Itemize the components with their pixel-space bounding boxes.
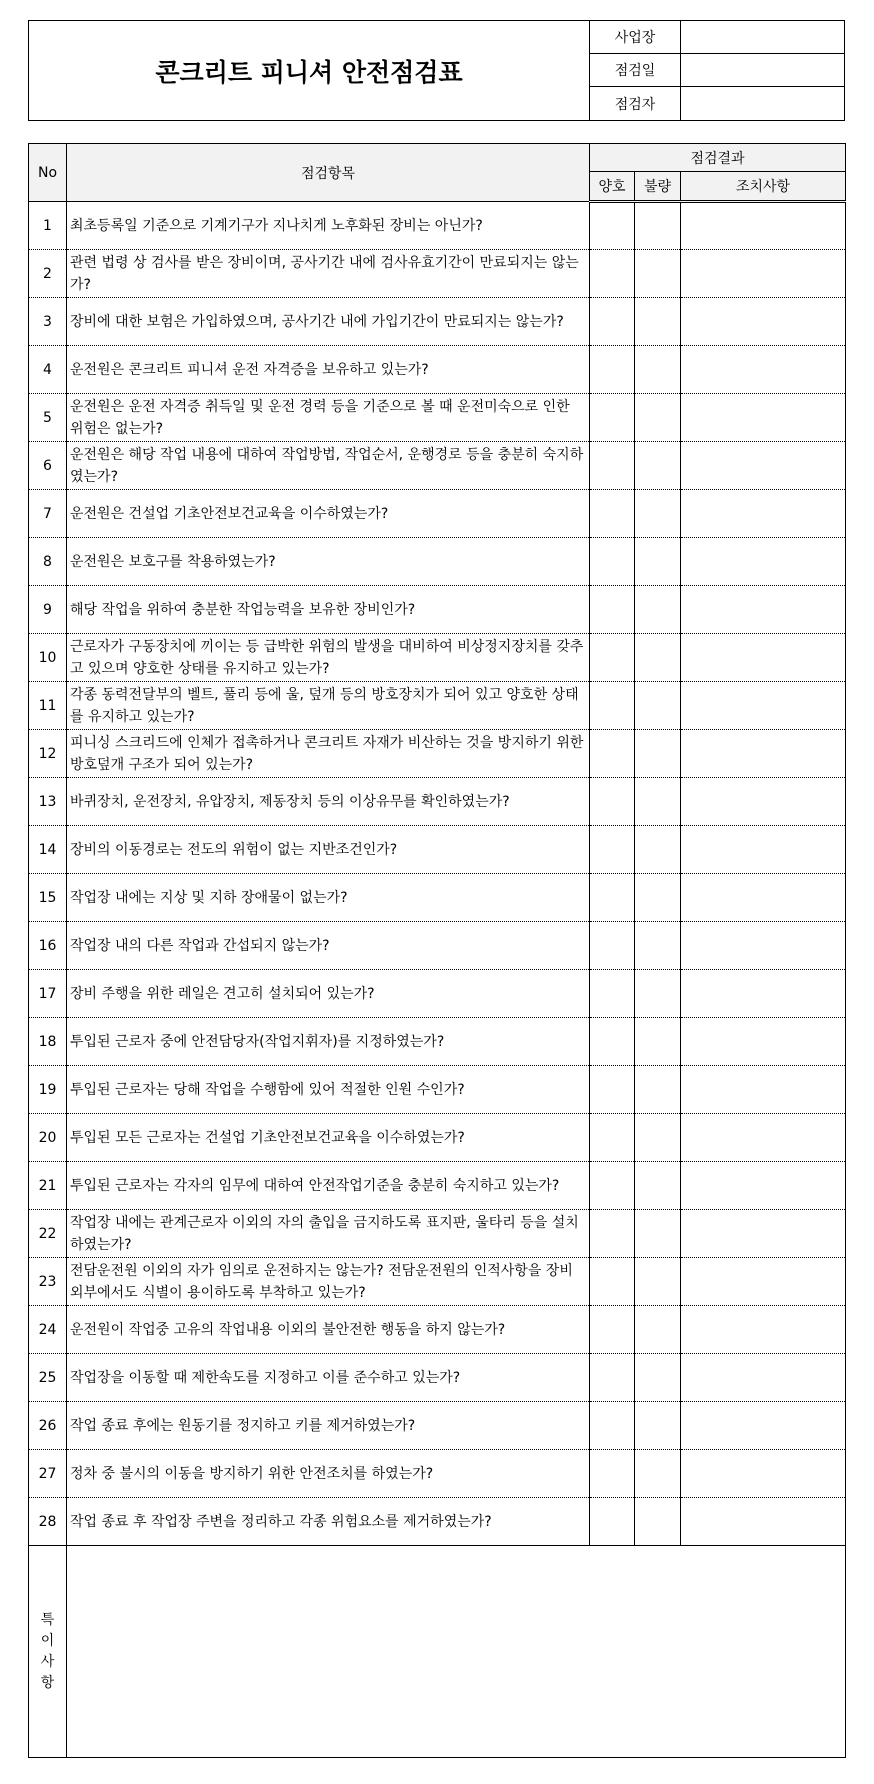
table-row: [29, 538, 846, 586]
action-cell[interactable]: [681, 442, 846, 490]
good-cell[interactable]: [590, 634, 635, 682]
table-row: [29, 1498, 846, 1546]
action-cell[interactable]: [681, 922, 846, 970]
check-item-text: 작업장 내의 다른 작업과 간섭되지 않는가?: [67, 922, 590, 970]
action-cell[interactable]: [681, 970, 846, 1018]
bad-cell[interactable]: [635, 1354, 681, 1402]
table-row: [29, 298, 846, 346]
row-number: 23: [29, 1258, 67, 1306]
bad-cell[interactable]: [635, 1450, 681, 1498]
table-row: [29, 874, 846, 922]
row-number: 7: [29, 490, 67, 538]
check-item-text: 투입된 근로자 중에 안전담당자(작업지휘자)를 지정하였는가?: [67, 1018, 590, 1066]
check-item-text: 근로자가 구동장치에 끼이는 등 급박한 위험의 발생을 대비하여 비상정지장치를 갖추고 있으며 양호한 상태를 유지하고 있는가?: [67, 634, 590, 682]
meta-row-date: [590, 54, 844, 87]
table-row: [29, 826, 846, 874]
row-number: 28: [29, 1498, 67, 1546]
action-cell[interactable]: [681, 874, 846, 922]
good-cell[interactable]: [590, 874, 635, 922]
site-label: 사업장: [590, 21, 681, 53]
bad-cell[interactable]: [635, 922, 681, 970]
table-row: [29, 1066, 846, 1114]
site-field[interactable]: [681, 21, 844, 53]
good-cell[interactable]: [590, 682, 635, 730]
good-cell[interactable]: [590, 490, 635, 538]
row-number: 22: [29, 1210, 67, 1258]
action-cell[interactable]: [681, 1210, 846, 1258]
check-item-text: 운전원은 콘크리트 피니셔 운전 자격증을 보유하고 있는가?: [67, 346, 590, 394]
date-field[interactable]: [681, 54, 844, 86]
action-cell[interactable]: [681, 1354, 846, 1402]
check-item-text: 운전원이 작업중 고유의 작업내용 이외의 불안전한 행동을 하지 않는가?: [67, 1306, 590, 1354]
table-row: [29, 682, 846, 730]
row-number: 1: [29, 202, 67, 250]
action-cell[interactable]: [681, 586, 846, 634]
table-row: [29, 346, 846, 394]
table-row: [29, 250, 846, 298]
action-cell[interactable]: [681, 1066, 846, 1114]
good-cell[interactable]: [590, 538, 635, 586]
good-cell[interactable]: [590, 1306, 635, 1354]
bad-cell[interactable]: [635, 682, 681, 730]
col-no-header: No: [29, 144, 67, 202]
bad-cell[interactable]: [635, 730, 681, 778]
action-cell[interactable]: [681, 1402, 846, 1450]
bad-cell[interactable]: [635, 1114, 681, 1162]
table-row: [29, 1114, 846, 1162]
row-number: 24: [29, 1306, 67, 1354]
bad-cell[interactable]: [635, 874, 681, 922]
table-row: [29, 490, 846, 538]
good-cell[interactable]: [590, 826, 635, 874]
check-item-text: 각종 동력전달부의 벨트, 풀리 등에 울, 덮개 등의 방호장치가 되어 있고 양호한 상태를 유지하고 있는가?: [67, 682, 590, 730]
row-number: 9: [29, 586, 67, 634]
special-notes-row: [29, 1546, 846, 1758]
good-cell[interactable]: [590, 586, 635, 634]
table-row: [29, 202, 846, 250]
row-number: 21: [29, 1162, 67, 1210]
row-number: 13: [29, 778, 67, 826]
check-item-text: 전담운전원 이외의 자가 임의로 운전하지는 않는가? 전담운전원의 인적사항을 장비 외부에서도 식별이 용이하도록 부착하고 있는가?: [67, 1258, 590, 1306]
table-row: [29, 1450, 846, 1498]
good-cell[interactable]: [590, 1162, 635, 1210]
bad-cell[interactable]: [635, 778, 681, 826]
good-cell[interactable]: [590, 1066, 635, 1114]
form-header: [28, 20, 845, 121]
action-cell[interactable]: [681, 1114, 846, 1162]
special-notes-cell: [29, 1546, 67, 1758]
bad-cell[interactable]: [635, 1210, 681, 1258]
good-cell[interactable]: [590, 1450, 635, 1498]
row-number: 11: [29, 682, 67, 730]
bad-cell[interactable]: [635, 1306, 681, 1354]
action-cell[interactable]: [681, 250, 846, 298]
checklist-table: [28, 143, 846, 1758]
action-cell[interactable]: [681, 634, 846, 682]
row-number: 4: [29, 346, 67, 394]
row-number: 3: [29, 298, 67, 346]
check-item-text: 운전원은 보호구를 착용하였는가?: [67, 538, 590, 586]
action-cell[interactable]: [681, 538, 846, 586]
date-label: 점검일: [590, 54, 681, 86]
action-cell[interactable]: [681, 778, 846, 826]
check-item-text: 투입된 모든 근로자는 건설업 기초안전보건교육을 이수하였는가?: [67, 1114, 590, 1162]
check-item-text: 작업 종료 후에는 원동기를 정지하고 키를 제거하였는가?: [67, 1402, 590, 1450]
bad-cell[interactable]: [635, 202, 681, 250]
action-cell[interactable]: [681, 730, 846, 778]
row-number: 2: [29, 250, 67, 298]
action-cell[interactable]: [681, 1498, 846, 1546]
check-item-text: 작업장 내에는 관계근로자 이외의 자의 출입을 금지하도록 표지판, 울타리 등을 설치하였는가?: [67, 1210, 590, 1258]
bad-cell[interactable]: [635, 1498, 681, 1546]
table-row: [29, 1210, 846, 1258]
row-number: 18: [29, 1018, 67, 1066]
action-cell[interactable]: [681, 1258, 846, 1306]
inspector-field[interactable]: [681, 87, 844, 120]
table-row: [29, 1162, 846, 1210]
action-cell[interactable]: [681, 394, 846, 442]
check-item-text: 운전원은 건설업 기초안전보건교육을 이수하였는가?: [67, 490, 590, 538]
check-item-text: 정차 중 불시의 이동을 방지하기 위한 안전조치를 하였는가?: [67, 1450, 590, 1498]
good-cell[interactable]: [590, 778, 635, 826]
good-cell[interactable]: [590, 250, 635, 298]
table-row: [29, 1258, 846, 1306]
table-row: [29, 394, 846, 442]
checklist-body: [29, 202, 846, 1758]
check-item-text: 피니싱 스크리드에 인체가 접촉하거나 콘크리트 자재가 비산하는 것을 방지하기 위한 방호덮개 구조가 되어 있는가?: [67, 730, 590, 778]
good-cell[interactable]: [590, 442, 635, 490]
good-cell[interactable]: [590, 202, 635, 250]
table-row: [29, 1306, 846, 1354]
check-item-text: 해당 작업을 위하여 충분한 작업능력을 보유한 장비인가?: [67, 586, 590, 634]
good-cell[interactable]: [590, 298, 635, 346]
bad-cell[interactable]: [635, 490, 681, 538]
bad-cell[interactable]: [635, 442, 681, 490]
check-item-text: 장비에 대한 보험은 가입하였으며, 공사기간 내에 가입기간이 만료되지는 않는가?: [67, 298, 590, 346]
check-item-text: 투입된 근로자는 당해 작업을 수행함에 있어 적절한 인원 수인가?: [67, 1066, 590, 1114]
bad-cell[interactable]: [635, 1066, 681, 1114]
table-row: [29, 970, 846, 1018]
table-row: [29, 730, 846, 778]
table-row: [29, 586, 846, 634]
table-row: [29, 1402, 846, 1450]
col-good-header: 양호: [590, 172, 635, 202]
action-cell[interactable]: [681, 1450, 846, 1498]
good-cell[interactable]: [590, 1402, 635, 1450]
check-item-text: 관련 법령 상 검사를 받은 장비이며, 공사기간 내에 검사유효기간이 만료되지는 않는가?: [67, 250, 590, 298]
check-item-text: 바퀴장치, 운전장치, 유압장치, 제동장치 등의 이상유무를 확인하였는가?: [67, 778, 590, 826]
meta-row-inspector: [590, 87, 844, 120]
action-cell[interactable]: [681, 1306, 846, 1354]
bad-cell[interactable]: [635, 1402, 681, 1450]
col-bad-header: 불량: [635, 172, 681, 202]
special-notes-label: 특이사항: [40, 1611, 55, 1691]
check-item-text: 작업장 내에는 지상 및 지하 장애물이 없는가?: [67, 874, 590, 922]
row-number: 12: [29, 730, 67, 778]
table-row: [29, 778, 846, 826]
meta-fields: [590, 21, 844, 120]
action-cell[interactable]: [681, 826, 846, 874]
table-row: [29, 922, 846, 970]
bad-cell[interactable]: [635, 250, 681, 298]
good-cell[interactable]: [590, 1018, 635, 1066]
check-item-text: 장비 주행을 위한 레일은 견고히 설치되어 있는가?: [67, 970, 590, 1018]
bad-cell[interactable]: [635, 394, 681, 442]
bad-cell[interactable]: [635, 298, 681, 346]
row-number: 27: [29, 1450, 67, 1498]
check-item-text: 작업장을 이동할 때 제한속도를 지정하고 이를 준수하고 있는가?: [67, 1354, 590, 1402]
bad-cell[interactable]: [635, 1018, 681, 1066]
good-cell[interactable]: [590, 922, 635, 970]
check-item-text: 장비의 이동경로는 전도의 위험이 없는 지반조건인가?: [67, 826, 590, 874]
good-cell[interactable]: [590, 1354, 635, 1402]
row-number: 19: [29, 1066, 67, 1114]
check-item-text: 최초등록일 기준으로 기계기구가 지나치게 노후화된 장비는 아닌가?: [67, 202, 590, 250]
row-number: 14: [29, 826, 67, 874]
table-row: [29, 442, 846, 490]
bad-cell[interactable]: [635, 586, 681, 634]
action-cell[interactable]: [681, 346, 846, 394]
meta-row-site: [590, 21, 844, 54]
action-cell[interactable]: [681, 682, 846, 730]
action-cell[interactable]: [681, 1162, 846, 1210]
action-cell[interactable]: [681, 298, 846, 346]
row-number: 15: [29, 874, 67, 922]
action-cell[interactable]: [681, 1018, 846, 1066]
table-row: [29, 1354, 846, 1402]
row-number: 26: [29, 1402, 67, 1450]
col-item-header: 점검항목: [67, 144, 590, 202]
good-cell[interactable]: [590, 1210, 635, 1258]
table-row: [29, 1018, 846, 1066]
bad-cell[interactable]: [635, 538, 681, 586]
inspector-label: 점검자: [590, 87, 681, 120]
bad-cell[interactable]: [635, 346, 681, 394]
bad-cell[interactable]: [635, 1258, 681, 1306]
row-number: 10: [29, 634, 67, 682]
bad-cell[interactable]: [635, 826, 681, 874]
check-item-text: 운전원은 운전 자격증 취득일 및 운전 경력 등을 기준으로 볼 때 운전미숙으로 인한 위험은 없는가?: [67, 394, 590, 442]
good-cell[interactable]: [590, 730, 635, 778]
check-item-text: 투입된 근로자는 각자의 임무에 대하여 안전작업기준을 충분히 숙지하고 있는가?: [67, 1162, 590, 1210]
row-number: 16: [29, 922, 67, 970]
good-cell[interactable]: [590, 970, 635, 1018]
page-title: 콘크리트 피니셔 안전점검표: [29, 21, 590, 120]
action-cell[interactable]: [681, 490, 846, 538]
table-row: [29, 634, 846, 682]
check-item-text: 작업 종료 후 작업장 주변을 정리하고 각종 위험요소를 제거하였는가?: [67, 1498, 590, 1546]
row-number: 6: [29, 442, 67, 490]
good-cell[interactable]: [590, 394, 635, 442]
action-cell[interactable]: [681, 202, 846, 250]
good-cell[interactable]: [590, 346, 635, 394]
col-result-header: 점검결과: [590, 144, 846, 172]
col-action-header: 조치사항: [681, 172, 846, 202]
row-number: 20: [29, 1114, 67, 1162]
good-cell[interactable]: [590, 1498, 635, 1546]
special-notes-field[interactable]: [67, 1546, 846, 1758]
bad-cell[interactable]: [635, 1162, 681, 1210]
check-item-text: 운전원은 해당 작업 내용에 대하여 작업방법, 작업순서, 운행경로 등을 충분히 숙지하였는가?: [67, 442, 590, 490]
bad-cell[interactable]: [635, 634, 681, 682]
row-number: 17: [29, 970, 67, 1018]
good-cell[interactable]: [590, 1258, 635, 1306]
good-cell[interactable]: [590, 1114, 635, 1162]
row-number: 25: [29, 1354, 67, 1402]
row-number: 8: [29, 538, 67, 586]
row-number: 5: [29, 394, 67, 442]
bad-cell[interactable]: [635, 970, 681, 1018]
